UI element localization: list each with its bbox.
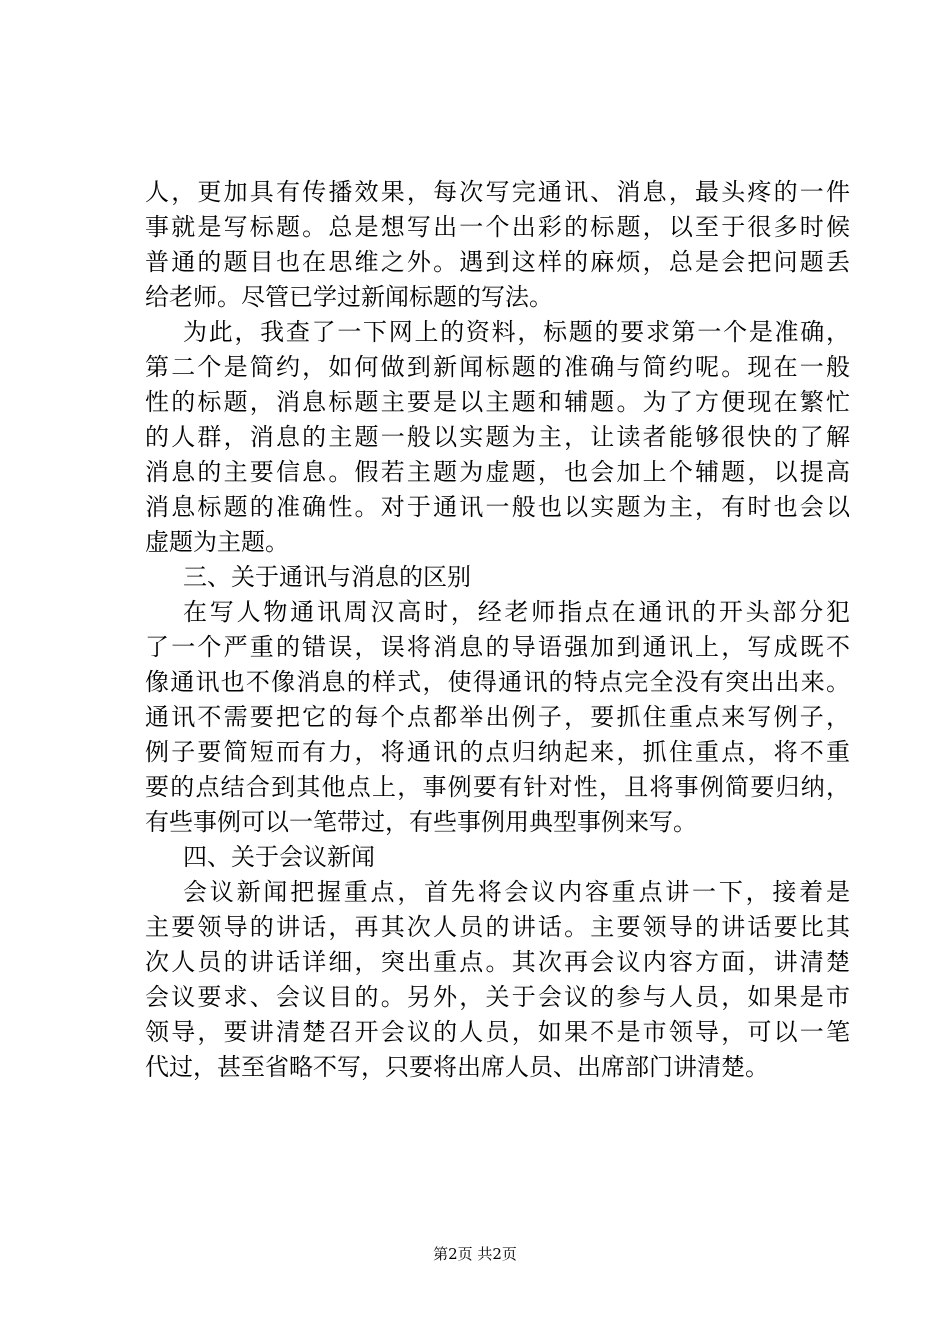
- text-line: 主要领导的讲话，再其次人员的讲话。主要领导的讲话要比其: [145, 913, 850, 941]
- text-line: 给老师。尽管已学过新闻标题的写法。: [145, 283, 553, 311]
- text-line: 在写人物通讯周汉高时，经老师指点在通讯的开头部分犯: [183, 598, 850, 626]
- text-line: 有些事例可以一笔带过，有些事例用典型事例来写。: [145, 808, 697, 836]
- text-line: 通讯不需要把它的每个点都举出例子，要抓住重点来写例子，: [145, 703, 850, 731]
- page-footer: 第2页 共2页: [433, 1245, 517, 1263]
- text-line: 会议新闻把握重点，首先将会议内容重点讲一下，接着是: [183, 878, 850, 906]
- section-heading-3: [145, 560, 850, 595]
- text-line: 普通的题目也在思维之外。遇到这样的麻烦，总是会把问题丢: [145, 248, 850, 276]
- text-line: 事就是写标题。总是想写出一个出彩的标题，以至于很多时候: [145, 213, 850, 241]
- text-line: 像通讯也不像消息的样式，使得通讯的特点完全没有突出出来。: [145, 668, 850, 696]
- heading-line: 三、关于通讯与消息的区别: [183, 563, 471, 591]
- text-line: 性的标题，消息标题主要是以主题和辅题。为了方便现在繁忙: [145, 388, 850, 416]
- text-line: 的人群，消息的主题一般以实题为主，让读者能够很快的了解: [145, 423, 850, 451]
- text-line: 要的点结合到其他点上，事例要有针对性，且将事例简要归纳，: [145, 773, 850, 801]
- paragraph-2: [145, 315, 850, 560]
- paragraph-6: [145, 875, 850, 1085]
- text-line: 领导，要讲清楚召开会议的人员，如果不是市领导，可以一笔: [145, 1018, 850, 1046]
- text-line: 了一个严重的错误，误将消息的导语强加到通讯上，写成既不: [145, 633, 850, 661]
- heading-line: 四、关于会议新闻: [183, 843, 375, 871]
- paragraph-4: [145, 595, 850, 840]
- text-line: 消息的主要信息。假若主题为虚题，也会加上个辅题，以提高: [145, 458, 850, 486]
- section-heading-4: [145, 840, 850, 875]
- text-line: 次人员的讲话详细，突出重点。其次再会议内容方面，讲清楚: [145, 948, 850, 976]
- text-line: 第二个是简约，如何做到新闻标题的准确与简约呢。现在一般: [145, 353, 850, 381]
- text-line: 虚题为主题。: [145, 528, 289, 556]
- text-line: 例子要简短而有力，将通讯的点归纳起来，抓住重点，将不重: [145, 738, 850, 766]
- text-line: 消息标题的准确性。对于通讯一般也以实题为主，有时也会以: [145, 493, 850, 521]
- document-body: [145, 175, 850, 1085]
- text-line: 代过，甚至省略不写，只要将出席人员、出席部门讲清楚。: [145, 1053, 769, 1081]
- text-line: 人，更加具有传播效果，每次写完通讯、消息，最头疼的一件: [145, 178, 850, 206]
- text-line: 为此，我查了一下网上的资料，标题的要求第一个是准确，: [183, 318, 850, 346]
- text-line: 会议要求、会议目的。另外，关于会议的参与人员，如果是市: [145, 983, 850, 1011]
- paragraph-1: [145, 175, 850, 315]
